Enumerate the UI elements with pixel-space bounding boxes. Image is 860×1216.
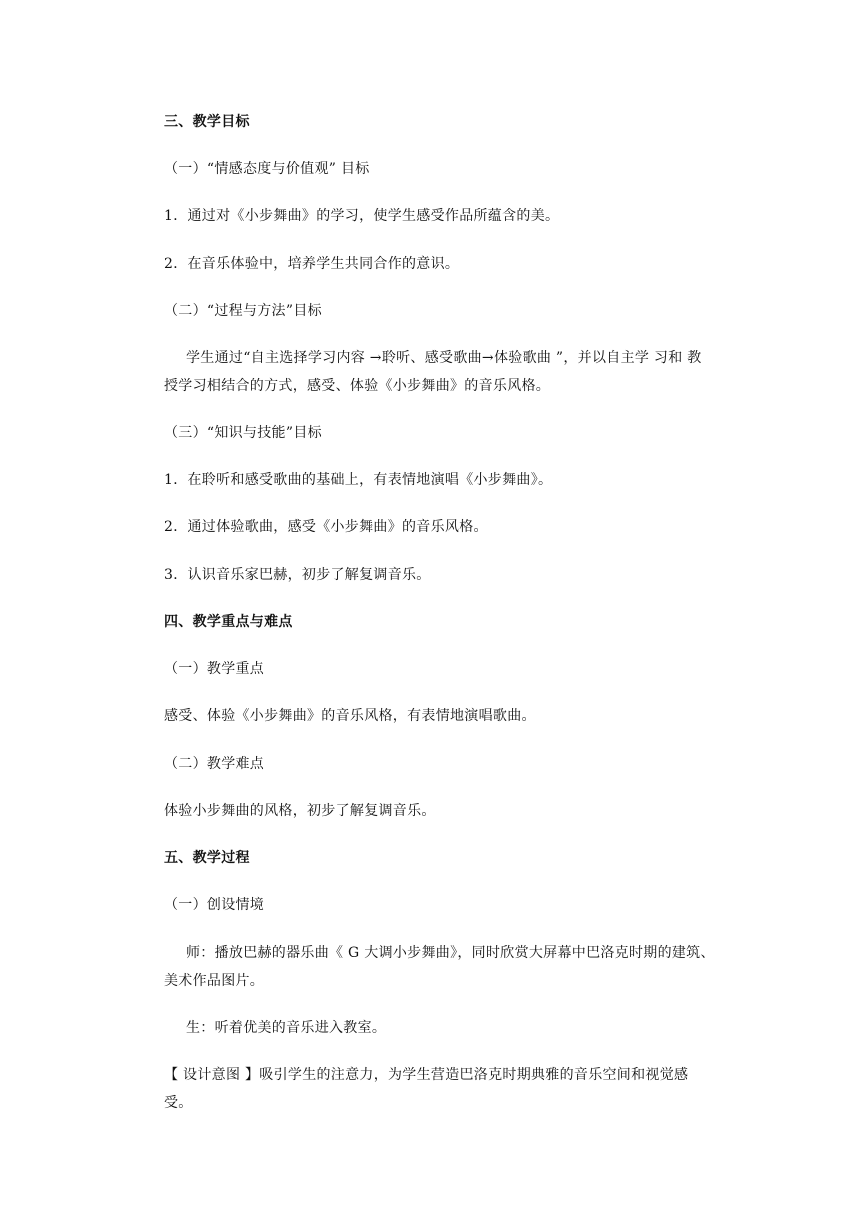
paragraph: 体验小步舞曲的风格，初步了解复调音乐。 bbox=[164, 803, 436, 819]
subheading-knowledge-goal: （三）“知识与技能”目标 bbox=[164, 425, 322, 441]
paragraph-line: 美术作品图片。 bbox=[164, 973, 265, 989]
paragraph: 感受、体验《小步舞曲》的音乐风格，有表情地演唱歌曲。 bbox=[164, 708, 536, 724]
section-heading-process: 五、教学过程 bbox=[164, 850, 250, 866]
section-heading-key-points: 四、教学重点与难点 bbox=[164, 614, 293, 630]
paragraph-line: 【 设计意图 】吸引学生的注意力，为学生营造巴洛克时期典雅的音乐空间和视觉感 bbox=[164, 1067, 689, 1083]
subheading-process-goal: （二）“过程与方法”目标 bbox=[164, 303, 322, 319]
paragraph: 1．通过对《小步舞曲》的学习，使学生感受作品所蕴含的美。 bbox=[164, 208, 560, 224]
paragraph: 3．认识音乐家巴赫，初步了解复调音乐。 bbox=[164, 567, 431, 583]
paragraph-line: 受。 bbox=[164, 1095, 193, 1111]
paragraph-line: 学生通过“自主选择学习内容 →聆听、感受歌曲→体验歌曲 ”，并以自主学 习和 教 bbox=[186, 350, 702, 366]
paragraph-line: 师：播放巴赫的器乐曲《 G 大调小步舞曲》，同时欣赏大屏幕中巴洛克时期的建筑、 bbox=[186, 945, 715, 961]
paragraph: 生：听着优美的音乐进入教室。 bbox=[186, 1020, 387, 1036]
paragraph: 1．在聆听和感受歌曲的基础上，有表情地演唱《小步舞曲》。 bbox=[164, 472, 553, 488]
subheading-emotion-goal: （一）“情感态度与价值观” 目标 bbox=[164, 161, 370, 177]
subheading-create-scene: （一）创设情境 bbox=[164, 897, 265, 913]
section-heading-teaching-goals: 三、教学目标 bbox=[164, 114, 250, 130]
paragraph: 2．在音乐体验中，培养学生共同合作的意识。 bbox=[164, 256, 460, 272]
subheading-difficulty: （二）教学难点 bbox=[164, 756, 265, 772]
paragraph-line: 授学习相结合的方式，感受、体验《小步舞曲》的音乐风格。 bbox=[164, 378, 551, 394]
subheading-key-point: （一）教学重点 bbox=[164, 661, 265, 677]
paragraph: 2．通过体验歌曲，感受《小步舞曲》的音乐风格。 bbox=[164, 519, 488, 535]
